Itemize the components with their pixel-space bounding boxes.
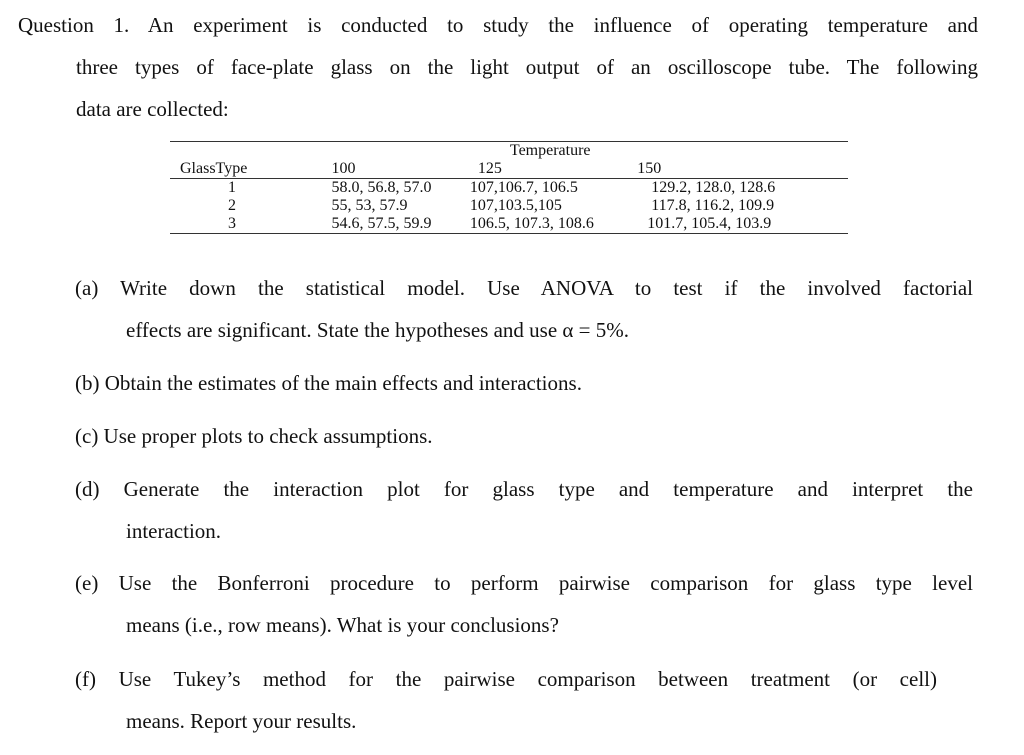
- cell-100: 54.6, 57.5, 59.9: [332, 215, 470, 234]
- question-a: [75, 267, 973, 351]
- question-e: [75, 562, 973, 646]
- intro-line-2: three types of face-plate glass on the light output of an oscilloscope tube. The following: [76, 55, 978, 79]
- question-f: [75, 658, 973, 742]
- question-d: [75, 468, 973, 552]
- question-a-line-1: (a) Write down the statistical model. Use ANOVA to test if the involved factorial: [75, 276, 973, 300]
- table-row: [170, 215, 848, 234]
- glass-type-cell: 2: [228, 197, 236, 214]
- question-c-text: (c) Use proper plots to check assumptions.: [75, 424, 433, 448]
- question-c: [75, 415, 973, 457]
- data-table: [170, 141, 848, 234]
- cell-100: 55, 53, 57.9: [331, 197, 408, 214]
- cell-150: 101.7, 105.4, 103.9: [617, 215, 848, 234]
- question-f-line-1: (f) Use Tukey’s method for the pairwise comparison between treatment (or cell): [75, 667, 937, 691]
- question-a-line-2: effects are significant. State the hypotheses and use α = 5%.: [126, 318, 629, 342]
- glass-type-cell: 3: [170, 215, 332, 234]
- data-table-container: [170, 141, 848, 234]
- question-e-line-2: means (i.e., row means). What is your conclusions?: [126, 613, 559, 637]
- intro-line-3: data are collected:: [76, 97, 229, 121]
- question-intro: [18, 4, 978, 130]
- question-b-text: (b) Obtain the estimates of the main effects and interactions.: [75, 371, 582, 395]
- col-header-150: 150: [617, 160, 848, 179]
- cell-125: 107,106.7, 106.5: [469, 179, 578, 196]
- intro-line-1: Question 1. An experiment is conducted to study the influence of operating temperature and: [18, 13, 978, 37]
- temperature-header: Temperature: [509, 142, 591, 159]
- question-b: [75, 362, 973, 404]
- table-row: [170, 179, 848, 198]
- cell-150: 117.8, 116.2, 109.9: [651, 197, 775, 214]
- question-f-line-2: means. Report your results.: [126, 709, 357, 733]
- cell-100: 58.0, 56.8, 57.0: [331, 179, 432, 196]
- table-row: [170, 197, 848, 215]
- question-e-line-1: (e) Use the Bonferroni procedure to perform pairwise comparison for glass type level: [75, 571, 973, 595]
- col-header-100: 100: [332, 160, 470, 179]
- col-header-125: 125: [470, 160, 617, 179]
- cell-150: 129.2, 128.0, 128.6: [651, 179, 776, 196]
- question-d-line-1: (d) Generate the interaction plot for glass type and temperature and interpret the: [75, 477, 973, 501]
- glass-type-cell: 1: [228, 179, 236, 196]
- glass-type-header: GlassType: [170, 160, 332, 179]
- cell-125: 106.5, 107.3, 108.6: [470, 215, 617, 234]
- cell-125: 107,103.5,105: [469, 197, 562, 214]
- question-d-line-2: interaction.: [126, 519, 222, 543]
